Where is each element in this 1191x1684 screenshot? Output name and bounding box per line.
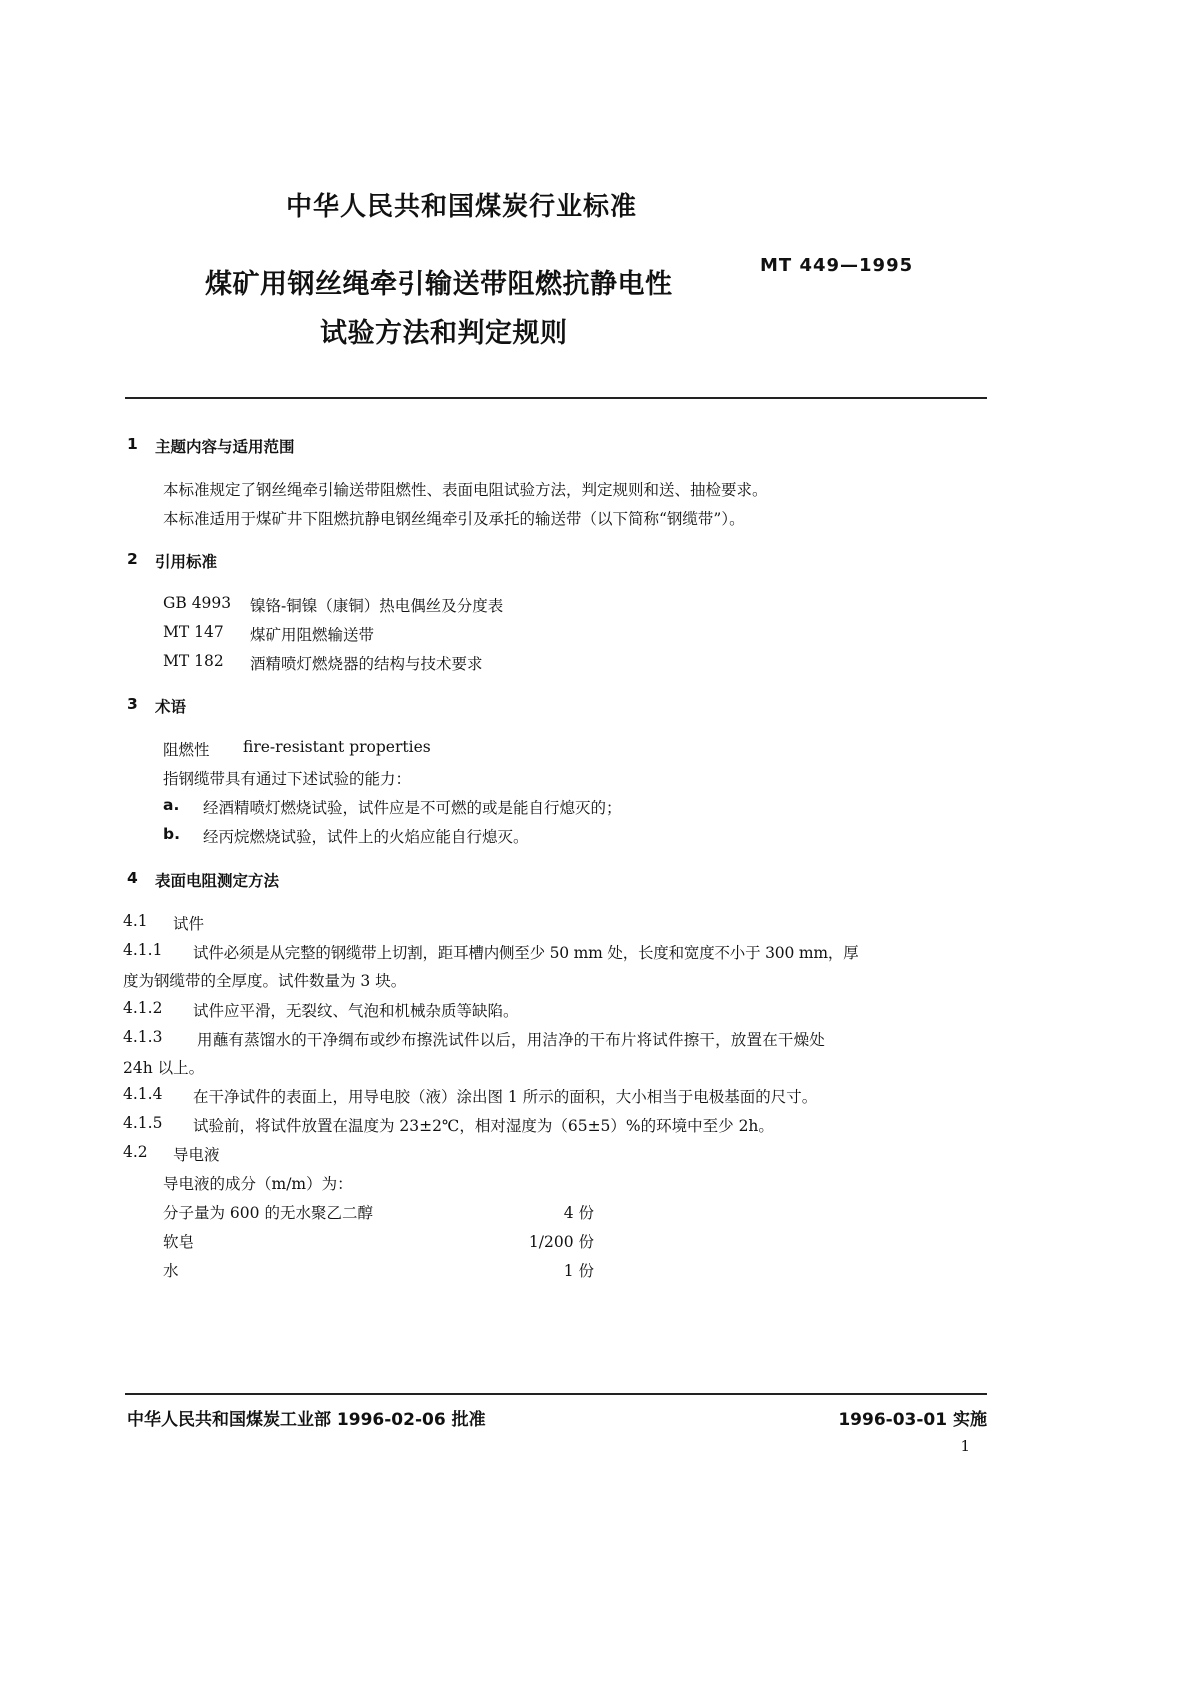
component-amount: 1/200 份 — [528, 1233, 594, 1251]
clause-4-2-number: 4.2 — [123, 1143, 148, 1161]
section-2-title: 引用标准 — [155, 553, 218, 571]
footer-rule — [125, 1393, 987, 1395]
clause-4-1-4-text: 在干净试件的表面上，用导电胶（液）涂出图 1 所示的面积，大小相当于电极基面的尺寸。 — [193, 1088, 818, 1106]
org-title: 中华人民共和国煤炭行业标准 — [286, 192, 638, 222]
standard-code: MT 449—1995 — [760, 255, 914, 276]
term-chinese: 阻燃性 — [163, 741, 210, 759]
reference-title: 煤矿用阻燃输送带 — [250, 626, 375, 644]
reference-code: GB 4993 — [163, 594, 232, 612]
clause-4-1-3-number: 4.1.3 — [123, 1028, 163, 1046]
composition-intro: 导电液的成分（m/m）为： — [163, 1175, 353, 1193]
clause-4-1-2-text: 试件应平滑，无裂纹、气泡和机械杂质等缺陷。 — [193, 1002, 519, 1020]
term-definition: 指钢缆带具有通过下述试验的能力： — [163, 770, 412, 788]
section-3-number: 3 — [127, 695, 138, 713]
approval-line: 中华人民共和国煤炭工业部 1996-02-06 批准 — [127, 1410, 486, 1430]
term-english: fire-resistant properties — [243, 738, 431, 756]
section-1-paragraph-2: 本标准适用于煤矿井下阻燃抗静电钢丝绳牵引及承托的输送带（以下简称“钢缆带”）。 — [163, 510, 745, 528]
clause-4-1-title: 试件 — [173, 915, 205, 933]
list-item-label: b. — [163, 825, 180, 843]
reference-code: MT 147 — [163, 623, 224, 641]
section-3-title: 术语 — [155, 698, 187, 716]
document-title-line1: 煤矿用钢丝绳牵引输送带阻燃抗静电性 — [205, 269, 673, 300]
section-1-paragraph-1: 本标准规定了钢丝绳牵引输送带阻燃性、表面电阻试验方法，判定规则和送、抽检要求。 — [163, 481, 768, 499]
component-name: 分子量为 600 的无水聚乙二醇 — [163, 1204, 373, 1222]
effective-date: 1996-03-01 实施 — [838, 1410, 987, 1430]
list-item-label: a. — [163, 796, 180, 814]
clause-4-1-3-text-continued: 24h 以上。 — [123, 1059, 205, 1077]
clause-4-1-3-text: 用蘸有蒸馏水的干净绸布或纱布擦洗试件以后，用洁净的干布片将试件擦干，放置在干燥处 — [197, 1031, 826, 1049]
clause-4-1-2-number: 4.1.2 — [123, 999, 163, 1017]
reference-title: 酒精喷灯燃烧器的结构与技术要求 — [250, 655, 483, 673]
clause-4-1-4-number: 4.1.4 — [123, 1085, 163, 1103]
header-rule — [125, 397, 987, 399]
page-number: 1 — [960, 1437, 970, 1455]
component-amount: 4 份 — [563, 1204, 594, 1222]
clause-4-1-1-text-continued: 度为钢缆带的全厚度。试件数量为 3 块。 — [123, 972, 407, 990]
document-title-line2: 试验方法和判定规则 — [320, 318, 568, 349]
component-name: 软皂 — [163, 1233, 195, 1251]
section-1-title: 主题内容与适用范围 — [155, 438, 295, 456]
list-item-text: 经酒精喷灯燃烧试验，试件应是不可燃的或是能自行熄灭的； — [203, 799, 622, 817]
clause-4-1-5-text: 试验前，将试件放置在温度为 23±2℃，相对湿度为（65±5）%的环境中至少 2h。 — [193, 1117, 774, 1135]
clause-4-1-5-number: 4.1.5 — [123, 1114, 163, 1132]
clause-4-1-number: 4.1 — [123, 912, 148, 930]
clause-4-2-title: 导电液 — [173, 1146, 220, 1164]
section-1-number: 1 — [127, 435, 138, 453]
section-4-number: 4 — [127, 869, 138, 887]
reference-title: 镍铬-铜镍（康铜）热电偶丝及分度表 — [250, 597, 504, 615]
section-4-title: 表面电阻测定方法 — [155, 872, 280, 890]
reference-code: MT 182 — [163, 652, 224, 670]
component-amount: 1 份 — [563, 1262, 594, 1280]
clause-4-1-1-number: 4.1.1 — [123, 941, 163, 959]
clause-4-1-1-text: 试件必须是从完整的钢缆带上切割，距耳槽内侧至少 50 mm 处，长度和宽度不小于 300 mm，厚 — [193, 944, 859, 962]
component-name: 水 — [163, 1262, 179, 1280]
list-item-text: 经丙烷燃烧试验，试件上的火焰应能自行熄灭。 — [203, 828, 529, 846]
section-2-number: 2 — [127, 550, 138, 568]
